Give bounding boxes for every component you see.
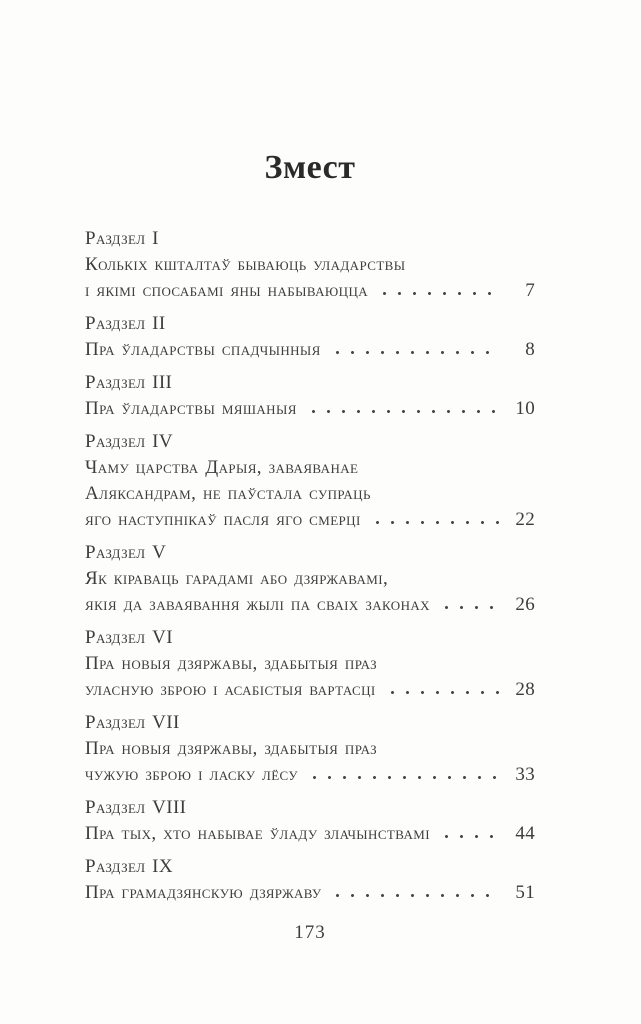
toc-entry-lines [85, 651, 535, 703]
toc-entry-leader-row [85, 677, 535, 703]
toc-entry [85, 226, 535, 304]
dot-leader [370, 507, 499, 533]
toc-entry-lines [85, 337, 535, 363]
toc-entry [85, 854, 535, 906]
toc-entry-leader-row [85, 507, 535, 533]
toc-entry [85, 795, 535, 847]
toc-entry-lines [85, 736, 535, 788]
toc-entry-line: Пра ўладарствы мяшаныя [85, 398, 297, 419]
toc-page-number: 33 [515, 764, 535, 785]
dot-leader [307, 762, 499, 788]
toc-page-number: 22 [515, 509, 535, 530]
dot-leader [330, 880, 499, 906]
toc-entry-line: Колькіх кшталтаў бываюць уладарствы [85, 254, 406, 275]
toc-entry-line: Аляксандрам, не паўстала супраць [85, 483, 371, 504]
toc-page-number: 10 [515, 398, 535, 419]
dot-leader [306, 396, 499, 422]
toc-entry-line: якія да заваявання жылі па сваіх законах [85, 594, 430, 615]
toc-page-number: 8 [525, 339, 535, 360]
toc-entry-lines [85, 252, 535, 304]
toc-entry-line: чужую зброю і ласку лёсу [85, 764, 299, 785]
toc-entry-line: Пра ўладарствы спадчынныя [85, 339, 321, 360]
toc-page-number: 44 [515, 823, 535, 844]
dot-leader [385, 677, 499, 703]
toc-entry-lines [85, 396, 535, 422]
toc-entry-leader-row [85, 762, 535, 788]
toc-entry-leader-row [85, 592, 535, 618]
toc-entry-leader-row [85, 278, 535, 304]
toc-entry [85, 540, 535, 618]
toc-entry [85, 311, 535, 363]
dot-leader [330, 337, 499, 363]
toc-entry-line: уласную зброю і асабістыя вартасці [85, 679, 376, 700]
toc-entry-line: Пра новыя дзяржавы, здабытыя праз [85, 738, 378, 759]
toc-entry-leader-row [85, 821, 535, 847]
toc-entry-chapter: Раздзел IV [85, 431, 173, 452]
toc-entry-chapter: Раздзел II [85, 313, 166, 334]
dot-leader [439, 592, 499, 618]
toc-entry-lines [85, 455, 535, 533]
toc-entry [85, 710, 535, 788]
toc-entry-line: Пра грамадзянскую дзяржаву [85, 882, 322, 903]
toc-entry-lines [85, 566, 535, 618]
dot-leader [377, 278, 499, 304]
toc-entry-leader-row [85, 396, 535, 422]
toc-entry-line: і якімі спосабамі яны набываюцца [85, 280, 369, 301]
toc-entry [85, 625, 535, 703]
page-title: Змест [264, 149, 356, 186]
toc-entry-line: Як кіраваць гарадамі або дзяржавамі, [85, 568, 389, 589]
dot-leader [439, 821, 499, 847]
toc-entry-chapter: Раздзел IX [85, 856, 173, 877]
toc-entry-chapter: Раздзел VII [85, 712, 180, 733]
toc-page-number: 7 [525, 280, 535, 301]
toc-entry-lines [85, 821, 535, 847]
toc-entry-leader-row [85, 337, 535, 363]
toc-entry-line: Чаму царства Дарыя, заваяванае [85, 457, 359, 478]
toc-page-number: 51 [515, 882, 535, 903]
toc-entry [85, 370, 535, 422]
page-folio: 173 [294, 922, 326, 943]
toc-entry-line: яго наступнікаў пасля яго смерці [85, 509, 361, 530]
toc-entry-lines [85, 880, 535, 906]
toc-entry-line: Пра тых, хто набывае ўладу злачынствамі [85, 823, 430, 844]
toc-entry-chapter: Раздзел VIII [85, 797, 187, 818]
toc-entry-line: Пра новыя дзяржавы, здабытыя праз [85, 653, 378, 674]
toc-entry-chapter: Раздзел V [85, 542, 167, 563]
toc-entry-chapter: Раздзел III [85, 372, 173, 393]
toc-entry [85, 429, 535, 533]
toc-entry-leader-row [85, 880, 535, 906]
toc-page-number: 26 [515, 594, 535, 615]
toc-entry-chapter: Раздзел I [85, 228, 159, 249]
toc-list [85, 226, 535, 906]
toc-entry-chapter: Раздзел VI [85, 627, 173, 648]
toc-page-number: 28 [515, 679, 535, 700]
